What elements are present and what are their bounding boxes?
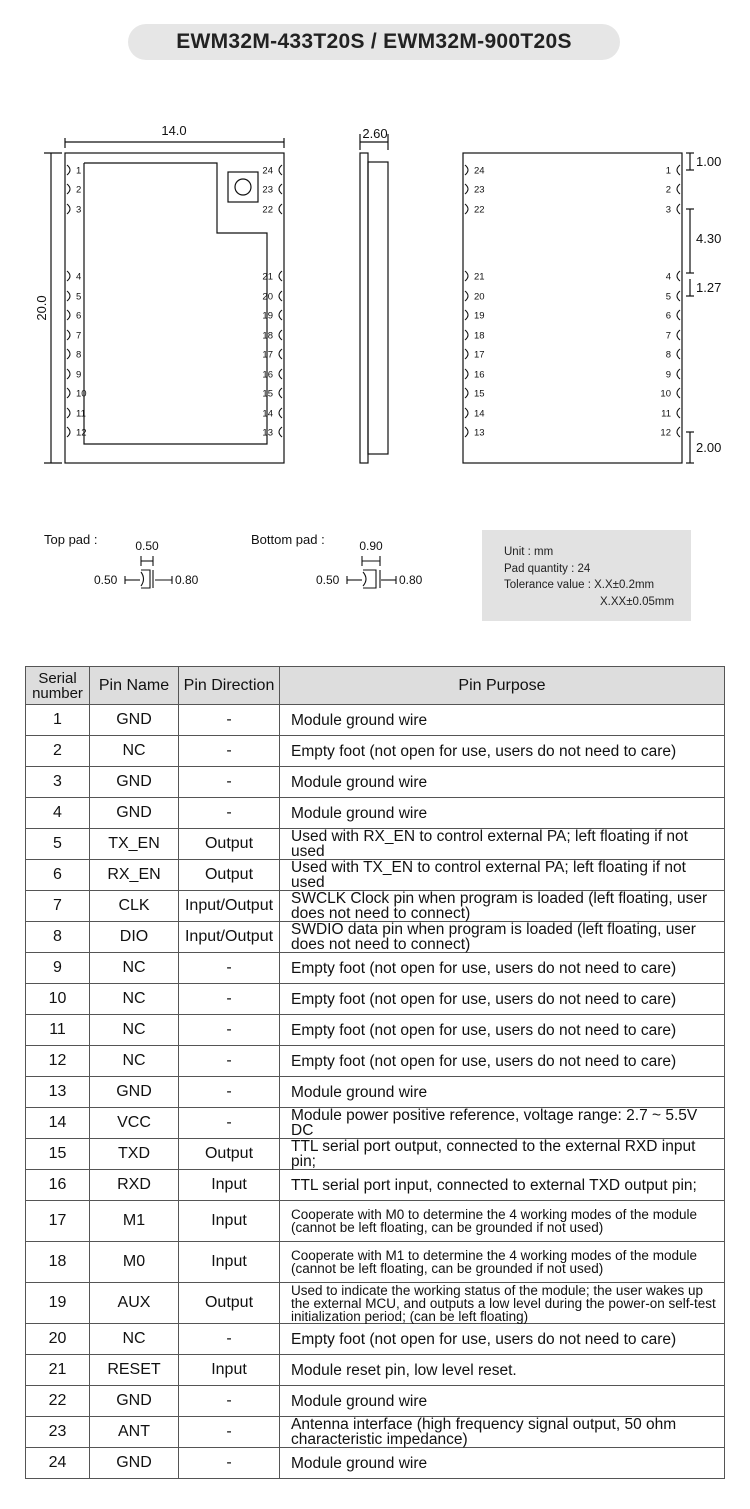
top-right-pin-pad: [279, 291, 282, 301]
pin-name: M0: [90, 1242, 179, 1283]
pin-serial: 8: [26, 922, 90, 953]
bottom-left-pin-label: 18: [474, 330, 485, 342]
pin-purpose: Used with TX_EN to control external PA; left floating if not used: [280, 860, 725, 891]
pin-purpose: Module reset pin, low level reset.: [280, 1355, 725, 1386]
pin-serial: 21: [26, 1355, 90, 1386]
pin-direction: -: [179, 953, 280, 984]
bottom-right-pin-pad: [677, 349, 680, 359]
pin-serial: 1: [26, 705, 90, 736]
bottom-right-pin-label: 5: [665, 291, 671, 303]
pin-direction: -: [179, 984, 280, 1015]
bottom-left-pin-label: 13: [474, 427, 485, 439]
bottom-left-pin-label: 16: [474, 369, 485, 381]
top-right-pin-pad: [279, 330, 282, 340]
pin-name: CLK: [90, 891, 179, 922]
bottom-left-pin-label: 17: [474, 349, 485, 361]
top-left-pin-pad: [67, 271, 70, 281]
pin-direction: -: [179, 1108, 280, 1139]
pin-direction: Output: [179, 860, 280, 891]
table-row: [26, 1324, 725, 1355]
top-right-pin-pad: [279, 369, 282, 379]
side-view: [360, 134, 388, 463]
top-left-pin-pad: [67, 427, 70, 437]
bottom-pad-label: Bottom pad :: [251, 532, 325, 547]
bottom-right-pin-pad: [677, 310, 680, 320]
top-right-pin-label: 19: [262, 310, 273, 322]
pin-direction: -: [179, 798, 280, 829]
top-right-pin-label: 17: [262, 349, 273, 361]
pin-name: GND: [90, 1077, 179, 1108]
pin-name: ANT: [90, 1417, 179, 1448]
pin-serial: 3: [26, 767, 90, 798]
bottom-right-pin-label: 11: [661, 408, 671, 420]
top-right-pin-pad: [279, 427, 282, 437]
bottom-right-pin-pad: [677, 204, 680, 214]
pin-direction: -: [179, 1417, 280, 1448]
top-left-pin-pad: [67, 349, 70, 359]
top-right-pin-pad: [279, 349, 282, 359]
top-left-pin-label: 11: [76, 408, 86, 420]
bottom-right-pin-label: 1: [665, 165, 671, 177]
pin-direction: Input: [179, 1242, 280, 1283]
top-left-pin-label: 3: [76, 204, 82, 216]
top-right-pin-pad: [279, 204, 282, 214]
table-header-row: [26, 667, 725, 705]
pin-purpose: Empty foot (not open for use, users do not need to care): [280, 984, 725, 1015]
pin-name: GND: [90, 705, 179, 736]
pin-purpose: Cooperate with M1 to determine the 4 working modes of the module (cannot be left floating, can be grounded if not used): [280, 1242, 725, 1283]
pin-table: [25, 666, 725, 1479]
pin-name: NC: [90, 1015, 179, 1046]
top-left-pin-pad: [67, 408, 70, 418]
pin-serial: 5: [26, 829, 90, 860]
table-row: [26, 1355, 725, 1386]
pin-name: DIO: [90, 922, 179, 953]
bottom-pad-top-dim: 0.90: [359, 539, 383, 553]
bottom-right-pin-pad: [677, 330, 680, 340]
pin-name: GND: [90, 767, 179, 798]
pin-serial: 4: [26, 798, 90, 829]
top-left-pin-label: 12: [76, 427, 87, 439]
bottom-right-pin-pad: [677, 369, 680, 379]
top-right-pin-pad: [279, 184, 282, 194]
pin-purpose: SWCLK Clock pin when program is loaded (left floating, user does not need to connect): [280, 891, 725, 922]
page-title: EWM32M-433T20S / EWM32M-900T20S: [128, 24, 620, 60]
top-right-pin-label: 14: [262, 408, 273, 420]
pin-serial: 16: [26, 1170, 90, 1201]
pin-name: NC: [90, 1324, 179, 1355]
bottom-right-pin-label: 7: [665, 330, 671, 342]
table-row: [26, 705, 725, 736]
table-row: [26, 798, 725, 829]
table-row: [26, 860, 725, 891]
bottom-left-pin-label: 23: [474, 184, 485, 196]
pin-direction: Input: [179, 1201, 280, 1242]
pin-name: NC: [90, 736, 179, 767]
header-pin-name: Pin Name: [90, 667, 179, 705]
top-left-pin-pad: [67, 165, 70, 175]
bottom-left-pin-label: 19: [474, 310, 485, 322]
bottom-right-pin-label: 8: [665, 349, 671, 361]
pin-direction: -: [179, 1077, 280, 1108]
pin-purpose: Empty foot (not open for use, users do not need to care): [280, 736, 725, 767]
pin-direction: -: [179, 736, 280, 767]
pin-purpose: SWDIO data pin when program is loaded (left floating, user does not need to connect): [280, 922, 725, 953]
bottom-left-pin-pad: [465, 271, 468, 281]
pin-direction: -: [179, 1386, 280, 1417]
pin-serial: 9: [26, 953, 90, 984]
bottom-view: [463, 153, 694, 463]
pin-purpose: Used with RX_EN to control external PA; left floating if not used: [280, 829, 725, 860]
pin-direction: Input/Output: [179, 922, 280, 953]
dim-bottom-label: 2.00: [696, 440, 722, 455]
bottom-left-pin-pad: [465, 369, 468, 379]
bottom-right-pin-label: 12: [660, 427, 671, 439]
dim-pitch-label: 1.27: [696, 280, 722, 295]
top-right-pin-pad: [279, 271, 282, 281]
table-row: [26, 1046, 725, 1077]
table-row: [26, 1108, 725, 1139]
top-right-pin-pad: [279, 310, 282, 320]
bottom-left-pin-pad: [465, 330, 468, 340]
bottom-left-pin-pad: [465, 349, 468, 359]
top-right-pin-pad: [279, 408, 282, 418]
pin-purpose: Module ground wire: [280, 1448, 725, 1479]
top-right-pin-pad: [279, 388, 282, 398]
table-row: [26, 953, 725, 984]
top-left-pin-label: 2: [76, 184, 82, 196]
pin-purpose: Cooperate with M0 to determine the 4 working modes of the module (cannot be left floating, can be grounded if not used): [280, 1201, 725, 1242]
top-view-pins: [67, 165, 282, 439]
pin-purpose: TTL serial port input, connected to external TXD output pin;: [280, 1170, 725, 1201]
bottom-left-pin-label: 20: [474, 291, 485, 303]
top-right-pin-label: 24: [262, 165, 273, 177]
top-right-pin-label: 18: [262, 330, 273, 342]
pin-name: NC: [90, 1046, 179, 1077]
table-row: [26, 984, 725, 1015]
bottom-left-pin-pad: [465, 291, 468, 301]
bottom-pad-left-dim: 0.50: [316, 573, 340, 587]
pin-direction: -: [179, 1324, 280, 1355]
pin-serial: 17: [26, 1201, 90, 1242]
top-left-pin-label: 9: [76, 369, 82, 381]
bottom-right-pin-pad: [677, 271, 680, 281]
pin-name: RX_EN: [90, 860, 179, 891]
pin-serial: 6: [26, 860, 90, 891]
dim-gap-label: 4.30: [696, 231, 722, 246]
pin-serial: 2: [26, 736, 90, 767]
top-left-pin-pad: [67, 204, 70, 214]
top-pad-left-dim: 0.50: [94, 573, 118, 587]
table-row: [26, 891, 725, 922]
top-right-pin-label: 13: [262, 427, 273, 439]
table-row: [26, 922, 725, 953]
pin-serial: 22: [26, 1386, 90, 1417]
pin-purpose: Module ground wire: [280, 705, 725, 736]
pin-direction: -: [179, 767, 280, 798]
top-left-pin-label: 8: [76, 349, 82, 361]
top-left-pin-label: 4: [76, 271, 82, 283]
pin-purpose: Module ground wire: [280, 1386, 725, 1417]
pin-serial: 11: [26, 1015, 90, 1046]
pin-name: GND: [90, 1386, 179, 1417]
bottom-right-pin-label: 10: [660, 388, 671, 400]
pin-direction: -: [179, 1046, 280, 1077]
table-row: [26, 767, 725, 798]
pin-purpose: Empty foot (not open for use, users do not need to care): [280, 1324, 725, 1355]
table-row: [26, 1201, 725, 1242]
pin-direction: -: [179, 1015, 280, 1046]
pin-name: RESET: [90, 1355, 179, 1386]
pin-name: GND: [90, 1448, 179, 1479]
pin-name: TX_EN: [90, 829, 179, 860]
pin-serial: 15: [26, 1139, 90, 1170]
pin-serial: 12: [26, 1046, 90, 1077]
pin-direction: Output: [179, 829, 280, 860]
header-pin-purpose: Pin Purpose: [280, 667, 725, 705]
bottom-left-pin-label: 22: [474, 204, 485, 216]
bottom-left-pin-pad: [465, 184, 468, 194]
top-right-pin-label: 16: [262, 369, 273, 381]
top-pad-shape: [125, 556, 172, 588]
pin-direction: -: [179, 705, 280, 736]
header-pin-direction: Pin Direction: [179, 667, 280, 705]
top-left-pin-pad: [67, 310, 70, 320]
header-serial: Serial number: [26, 667, 90, 705]
pin-purpose: Antenna interface (high frequency signal output, 50 ohm characteristic impedance): [280, 1417, 725, 1448]
bottom-left-pin-label: 14: [474, 408, 485, 420]
top-right-pin-label: 23: [262, 184, 273, 196]
pin-purpose: Empty foot (not open for use, users do not need to care): [280, 1015, 725, 1046]
pin-purpose: Used to indicate the working status of the module; the user wakes up the external MCU, and outputs a low level during the power-on self-test initialization period; (can be left floating): [280, 1283, 725, 1324]
side-thickness-label: 2.60: [362, 126, 388, 141]
pin-direction: Input: [179, 1355, 280, 1386]
top-left-pin-label: 6: [76, 310, 82, 322]
pin-serial: 10: [26, 984, 90, 1015]
spec-info-box: [482, 530, 691, 621]
table-row: [26, 1170, 725, 1201]
pin-direction: Input: [179, 1170, 280, 1201]
bottom-left-pin-pad: [465, 388, 468, 398]
pin-direction: Output: [179, 1139, 280, 1170]
bottom-left-pin-pad: [465, 427, 468, 437]
pin-serial: 23: [26, 1417, 90, 1448]
bottom-right-pin-pad: [677, 291, 680, 301]
bottom-right-pin-label: 6: [665, 310, 671, 322]
pin-purpose: TTL serial port output, connected to the external RXD input pin;: [280, 1139, 725, 1170]
table-row: [26, 1386, 725, 1417]
top-height-label: 20.0: [34, 295, 49, 321]
pin-name: GND: [90, 798, 179, 829]
pin-purpose: Module ground wire: [280, 798, 725, 829]
pin-purpose: Module power positive reference, voltage range: 2.7 ~ 5.5V DC: [280, 1108, 725, 1139]
top-left-pin-pad: [67, 330, 70, 340]
bottom-right-pin-pad: [677, 408, 680, 418]
top-right-pin-label: 21: [262, 271, 273, 283]
bottom-left-pin-label: 21: [474, 271, 485, 283]
bottom-right-pin-pad: [677, 427, 680, 437]
pin-purpose: Module ground wire: [280, 1077, 725, 1108]
pin-name: M1: [90, 1201, 179, 1242]
table-row: [26, 1242, 725, 1283]
bottom-view-pins: [465, 165, 680, 439]
table-row: [26, 1448, 725, 1479]
bottom-right-pin-label: 4: [665, 271, 671, 283]
pin-serial: 14: [26, 1108, 90, 1139]
pin-purpose: Empty foot (not open for use, users do not need to care): [280, 1046, 725, 1077]
pin-name: TXD: [90, 1139, 179, 1170]
bottom-right-pin-label: 2: [665, 184, 671, 196]
table-row: [26, 829, 725, 860]
top-right-pin-label: 20: [262, 291, 273, 303]
dim-top-label: 1.00: [696, 154, 722, 169]
top-left-pin-label: 10: [76, 388, 87, 400]
pin-name: RXD: [90, 1170, 179, 1201]
bottom-left-pin-label: 15: [474, 388, 485, 400]
bottom-left-pin-pad: [465, 408, 468, 418]
top-width-label: 14.0: [161, 123, 187, 138]
bottom-left-pin-pad: [465, 165, 468, 175]
tolerance-text-2: X.XX±0.05mm: [600, 595, 675, 608]
table-row: [26, 736, 725, 767]
top-right-pin-label: 15: [262, 388, 273, 400]
top-pad-label: Top pad :: [44, 532, 98, 547]
pin-purpose: Module ground wire: [280, 767, 725, 798]
table-row: [26, 1077, 725, 1108]
bottom-pad-shape: [347, 556, 396, 588]
top-left-pin-pad: [67, 369, 70, 379]
pin-name: VCC: [90, 1108, 179, 1139]
bottom-left-pin-pad: [465, 204, 468, 214]
bottom-right-pin-pad: [677, 165, 680, 175]
top-right-pin-pad: [279, 165, 282, 175]
top-left-pin-pad: [67, 388, 70, 398]
top-left-pin-label: 5: [76, 291, 82, 303]
pin-serial: 19: [26, 1283, 90, 1324]
pin-name: AUX: [90, 1283, 179, 1324]
pin-serial: 20: [26, 1324, 90, 1355]
bottom-left-pin-pad: [465, 310, 468, 320]
pin-name: NC: [90, 953, 179, 984]
bottom-left-pin-label: 24: [474, 165, 485, 177]
table-row: [26, 1015, 725, 1046]
table-row: [26, 1139, 725, 1170]
top-left-pin-pad: [67, 184, 70, 194]
tolerance-text: Tolerance value : X.X±0.2mm: [504, 579, 655, 591]
pin-serial: 24: [26, 1448, 90, 1479]
pin-direction: -: [179, 1448, 280, 1479]
pin-table-body: [26, 705, 725, 1479]
pin-name: NC: [90, 984, 179, 1015]
top-pad-right-dim: 0.80: [175, 573, 199, 587]
bottom-right-pin-pad: [677, 388, 680, 398]
bottom-right-pin-label: 3: [665, 204, 671, 216]
unit-text: Unit : mm: [504, 546, 554, 558]
pin-serial: 18: [26, 1242, 90, 1283]
pin-purpose: Empty foot (not open for use, users do not need to care): [280, 953, 725, 984]
top-right-pin-label: 22: [262, 204, 273, 216]
table-row: [26, 1417, 725, 1448]
table-row: [26, 1283, 725, 1324]
bottom-right-pin-label: 9: [665, 369, 671, 381]
pin-serial: 13: [26, 1077, 90, 1108]
top-left-pin-label: 7: [76, 330, 82, 342]
pin-serial: 7: [26, 891, 90, 922]
top-left-pin-label: 1: [76, 165, 82, 177]
bottom-pad-right-dim: 0.80: [399, 573, 423, 587]
top-pad-top-dim: 0.50: [135, 539, 159, 553]
pin-direction: Input/Output: [179, 891, 280, 922]
bottom-right-pin-pad: [677, 184, 680, 194]
pad-quantity-text: Pad quantity : 24: [504, 562, 591, 575]
top-left-pin-pad: [67, 291, 70, 301]
pin-direction: Output: [179, 1283, 280, 1324]
